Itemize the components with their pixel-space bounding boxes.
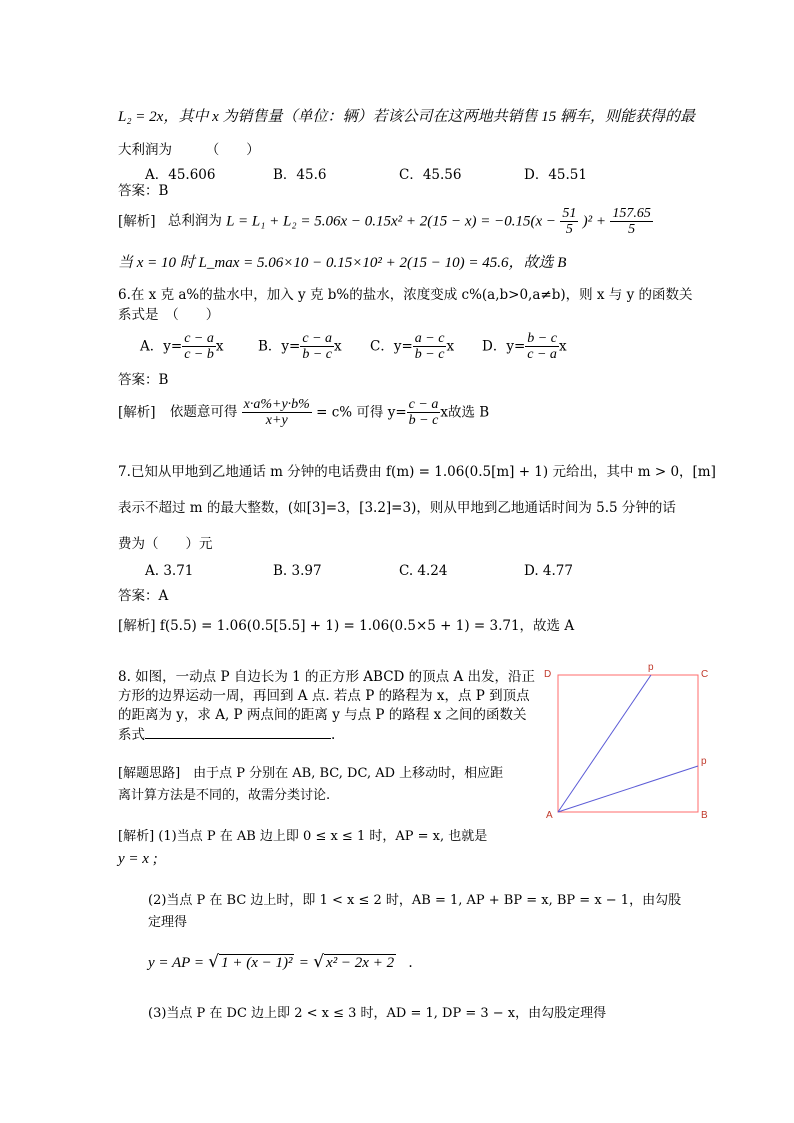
q6-option-b-label: B．y= <box>258 338 301 355</box>
q7-option-b: B. 3.97 <box>273 563 322 579</box>
q6-option-c-label: C．y= <box>370 338 413 355</box>
q6-option-a-label: A．y= <box>140 338 183 355</box>
q6-option-b-tail: x <box>334 338 342 355</box>
q8-stem-line3: 的距离为 y，求 A, P 两点间的距离 y 与点 P 的路程 x 之间的函数关 <box>118 707 527 723</box>
q6-option-d-den: c − a <box>527 347 557 363</box>
q5-analysis-label: [解析] <box>118 213 156 230</box>
q7-answer: 答案：A <box>118 588 169 604</box>
q7-option-c: C. 4.24 <box>399 563 448 579</box>
q7-analysis: [解析] f(5.5) = 1.06(0.5[5.5] + 1) = 1.06(0.5×5 + 1) = 3.71，故选 A <box>118 618 575 634</box>
q6-analysis-den2: b − c <box>408 413 439 429</box>
answer-blank[interactable] <box>145 726 331 739</box>
q5-frac1-num: 51 <box>562 206 577 221</box>
q8-hint-line2: 离计算方法是不同的，故需分类讨论. <box>118 788 331 803</box>
q5-frac2-den: 5 <box>628 222 636 238</box>
q8-case2-sqrt1: 1 + (x − 1)² <box>221 955 293 971</box>
segment-ap-top <box>558 675 651 812</box>
q5-analysis <box>118 206 653 238</box>
q6-option-d-num: b − c <box>527 331 557 346</box>
q8-case2-eq: = <box>298 955 309 971</box>
q8-stem-line4-post: . <box>331 727 336 743</box>
q5-stem-line1: L₂ = 2x，其中 x 为销售量（单位：辆）若该公司在这两地共销售 15 辆车，则能获得的最 <box>118 109 695 125</box>
square-figure <box>538 660 738 835</box>
q5-stem-line2: 大利润为 （ ） <box>118 142 260 158</box>
q8-case2-formula <box>148 952 413 972</box>
q8-stem-line1: 8. 如图，一动点 P 自边长为 1 的正方形 ABCD 的顶点 A 出发，沿正 <box>118 669 535 685</box>
q8-case1-line2: y = x ; <box>118 851 158 867</box>
segment-ap-right <box>558 766 698 812</box>
q6-option-c <box>370 331 454 363</box>
q5-frac2-num: 157.65 <box>612 206 651 221</box>
label-a: A <box>546 810 553 821</box>
q8-case2-sqrt2: x² − 2x + 2 <box>326 955 395 971</box>
square-abcd <box>558 675 698 812</box>
q7-option-d: D. 4.77 <box>524 563 573 579</box>
q6-analysis-num2: c − a <box>408 397 439 412</box>
q5-answer: 答案：B <box>118 183 169 199</box>
q7-stem-line2: 表示不超过 m 的最大整数，(如[3]=3，[3.2]=3)，则从甲地到乙地通话时间为 5.5 分钟的话 <box>118 500 676 516</box>
q5-max-line: 当 x = 10 时 L_max = 5.06×10 − 0.15×10² + 2(15 − 10) = 45.6，故选 B <box>118 255 567 271</box>
sqrt-symbol-1: √ <box>208 952 220 972</box>
q6-analysis-mid: = c% 可得 y= <box>316 404 407 421</box>
q8-stem-line4 <box>118 726 335 743</box>
label-p-top: p <box>648 662 654 673</box>
q6-stem-line1: 6.在 x 克 a%的盐水中，加入 y 克 b%的盐水，浓度变成 c%(a,b>0,a≠b)，则 x 与 y 的函数关 <box>118 287 693 303</box>
q6-option-d-tail: x <box>558 338 567 355</box>
q8-case2-line2: 定理得 <box>148 915 188 930</box>
q6-analysis-num: x·a%+y·b% <box>243 397 310 412</box>
q8-case2-end: . <box>408 955 413 971</box>
q5-option-c: C．45.56 <box>399 167 462 183</box>
q6-option-a-den: c − b <box>184 347 214 363</box>
q8-stem-line4-pre: 系式 <box>118 727 145 743</box>
q5-option-a: A．45.606 <box>145 167 216 183</box>
q8-stem-line2: 方形的边界运动一周，再回到 A 点. 若点 P 的路程为 x，点 P 到顶点 <box>118 688 530 704</box>
q5-frac1-den: 5 <box>565 222 573 238</box>
q8-case3-line1: (3)当点 P 在 DC 边上即 2 < x ≤ 3 时，AD = 1, DP = 3 − x，由勾股定理得 <box>148 1006 607 1021</box>
q5-option-b: B．45.6 <box>273 167 327 183</box>
label-p-right: p <box>701 756 707 767</box>
q6-option-c-tail: x <box>446 338 455 355</box>
q8-hint-line1: [解题思路] 由于点 P 分别在 AB, BC, DC, AD 上移动时，相应距 <box>118 766 504 781</box>
q6-option-b-den: b − c <box>302 347 333 363</box>
q5-frac2 <box>610 206 653 238</box>
q6-option-d-label: D．y= <box>482 338 526 355</box>
q6-answer: 答案：B <box>118 372 169 388</box>
q6-stem-line2: 系式是 （ ） <box>118 307 220 323</box>
q6-option-b-num: c − a <box>302 331 333 346</box>
q6-option-d <box>482 331 567 363</box>
q5-analysis-formula: L = L₁ + L₂ = 5.06x − 0.15x² + 2(15 − x) = −0.15(x − <box>226 213 557 230</box>
q5-analysis-text: 总利润为 <box>167 213 222 230</box>
q7-stem-line1: 7.已知从甲地到乙地通话 m 分钟的电话费由 f(m) = 1.06(0.5[m] + 1) 元给出，其中 m > 0，[m] <box>118 464 716 480</box>
q8-case2-line1: (2)当点 P 在 BC 边上时，即 1 < x ≤ 2 时，AB = 1, AP + BP = x, BP = x − 1，由勾股 <box>148 893 682 908</box>
q6-option-a-tail: x <box>215 338 224 355</box>
q6-option-c-num: a − c <box>414 331 445 346</box>
label-b: B <box>701 810 708 821</box>
q8-case1-line1: [解析] (1)当点 P 在 AB 边上即 0 ≤ x ≤ 1 时，AP = x, 也就是 <box>118 829 488 844</box>
q6-analysis-pre: 依题意可得 <box>169 404 238 421</box>
q6-option-a <box>140 331 223 363</box>
q6-option-b <box>258 331 342 363</box>
q6-option-a-num: c − a <box>184 331 214 346</box>
q5-frac-tail: )² + <box>582 213 607 230</box>
q5-frac1 <box>560 206 578 238</box>
label-c: C <box>701 669 709 680</box>
q7-stem-line3: 费为（ ）元 <box>118 536 213 552</box>
q5-option-d: D．45.51 <box>524 167 587 183</box>
q6-option-c-den: b − c <box>414 347 445 363</box>
q6-analysis-end: x故选 B <box>440 404 490 421</box>
q6-analysis-den: x+y <box>265 413 288 429</box>
sqrt-symbol-2: √ <box>313 952 325 972</box>
q6-analysis <box>118 397 489 429</box>
q6-analysis-label: [解析] <box>118 404 156 421</box>
q7-option-a: A. 3.71 <box>145 563 194 579</box>
q8-case2-formula-pre: y = AP = <box>148 955 204 971</box>
label-d: D <box>544 669 552 680</box>
